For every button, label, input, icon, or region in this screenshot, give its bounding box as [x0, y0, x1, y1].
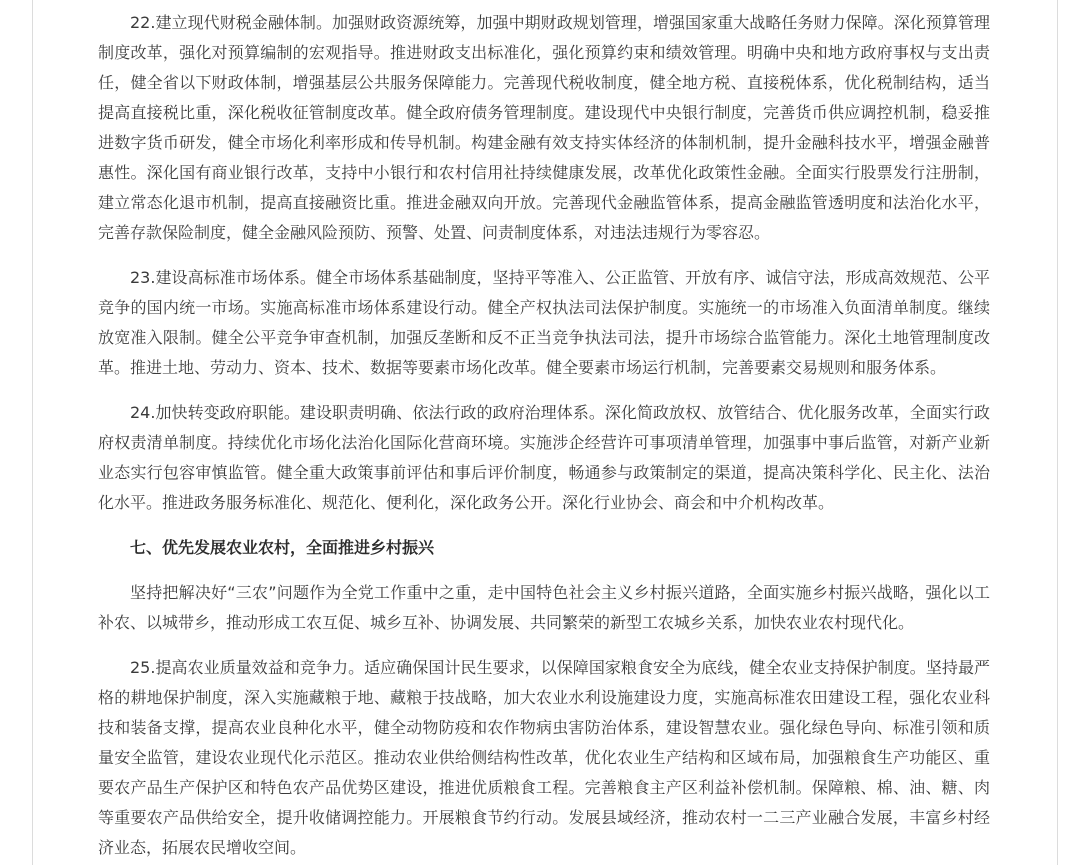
paragraph-24-government-functions: 24.加快转变政府职能。建设职责明确、依法行政的政府治理体系。深化简政放权、放管结合、优化服务改革，全面实行政府权责清单制度。持续优化市场化法治化国际化营商环境。实施涉企经营许可事项清单管理，加强事中事后监管，对新产业新业态实行包容审慎监管。健全重大政策事前评估和事后评价制度，畅通参与政策制定的渠道，提高决策科学化、民主化、法治化水平。推进政务服务标准化、规范化、便利化，深化政务公开。深化行业协会、商会和中介机构改革。: [98, 403, 990, 512]
paragraph-22-fiscal-finance: 22.建立现代财税金融体制。加强财政资源统筹，加强中期财政规划管理，增强国家重大战略任务财力保障。深化预算管理制度改革，强化对预算编制的宏观指导。推进财政支出标准化，强化预算约束和绩效管理。明确中央和地方政府事权与支出责任，健全省以下财政体制，增强基层公共服务保障能力。完善现代税收制度，健全地方税、直接税体系，优化税制结构，适当提高直接税比重，深化税收征管制度改革。健全政府债务管理制度。建设现代中央银行制度，完善货币供应调控机制，稳妥推进数字货币研发，健全市场化利率形成和传导机制。构建金融有效支持实体经济的体制机制，提升金融科技水平，增强金融普惠性。深化国有商业银行改革，支持中小银行和农村信用社持续健康发展，改革优化政策性金融。全面实行股票发行注册制，建立常态化退市机制，提高直接融资比重。推进金融双向开放。完善现代金融监管体系，提高金融监管透明度和法治化水平，完善存款保险制度，健全金融风险预防、预警、处置、问责制度体系，对违法违规行为零容忍。: [98, 13, 990, 242]
section-intro-paragraph: 坚持把解决好“三农”问题作为全党工作重中之重，走中国特色社会主义乡村振兴道路，全面实施乡村振兴战略，强化以工补农、以城带乡，推动形成工农互促、城乡互补、协调发展、共同繁荣的新型工农城乡关系，加快农业农村现代化。: [98, 583, 990, 632]
article-body: [98, 8, 990, 865]
right-border-line: [1057, 0, 1058, 865]
paragraph-23-market-system: 23.建设高标准市场体系。健全市场体系基础制度，坚持平等准入、公正监管、开放有序、诚信守法，形成高效规范、公平竞争的国内统一市场。实施高标准市场体系建设行动。健全产权执法司法保护制度。实施统一的市场准入负面清单制度。继续放宽准入限制。健全公平竞争审查机制，加强反垄断和反不正当竞争执法司法，提升市场综合监管能力。深化土地管理制度改革。推进土地、劳动力、资本、技术、数据等要素市场化改革。健全要素市场运行机制，完善要素交易规则和服务体系。: [98, 268, 990, 377]
paragraph-25-agriculture: 25.提高农业质量效益和竞争力。适应确保国计民生要求，以保障国家粮食安全为底线，健全农业支持保护制度。坚持最严格的耕地保护制度，深入实施藏粮于地、藏粮于技战略，加大农业水利设施建设力度，实施高标准农田建设工程，强化农业科技和装备支撑，提高农业良种化水平，健全动物防疫和农作物病虫害防治体系，建设智慧农业。强化绿色导向、标准引领和质量安全监管，建设农业现代化示范区。推动农业供给侧结构性改革，优化农业生产结构和区域布局，加强粮食生产功能区、重要农产品生产保护区和特色农产品优势区建设，推进优质粮食工程。完善粮食主产区利益补偿机制。保障粮、棉、油、糖、肉等重要农产品供给安全，提升收储调控能力。开展粮食节约行动。发展县域经济，推动农村一二三产业融合发展，丰富乡村经济业态，拓展农民增收空间。: [98, 658, 990, 857]
section-heading: 七、优先发展农业农村，全面推进乡村振兴: [130, 538, 435, 557]
left-border-line: [32, 0, 33, 865]
